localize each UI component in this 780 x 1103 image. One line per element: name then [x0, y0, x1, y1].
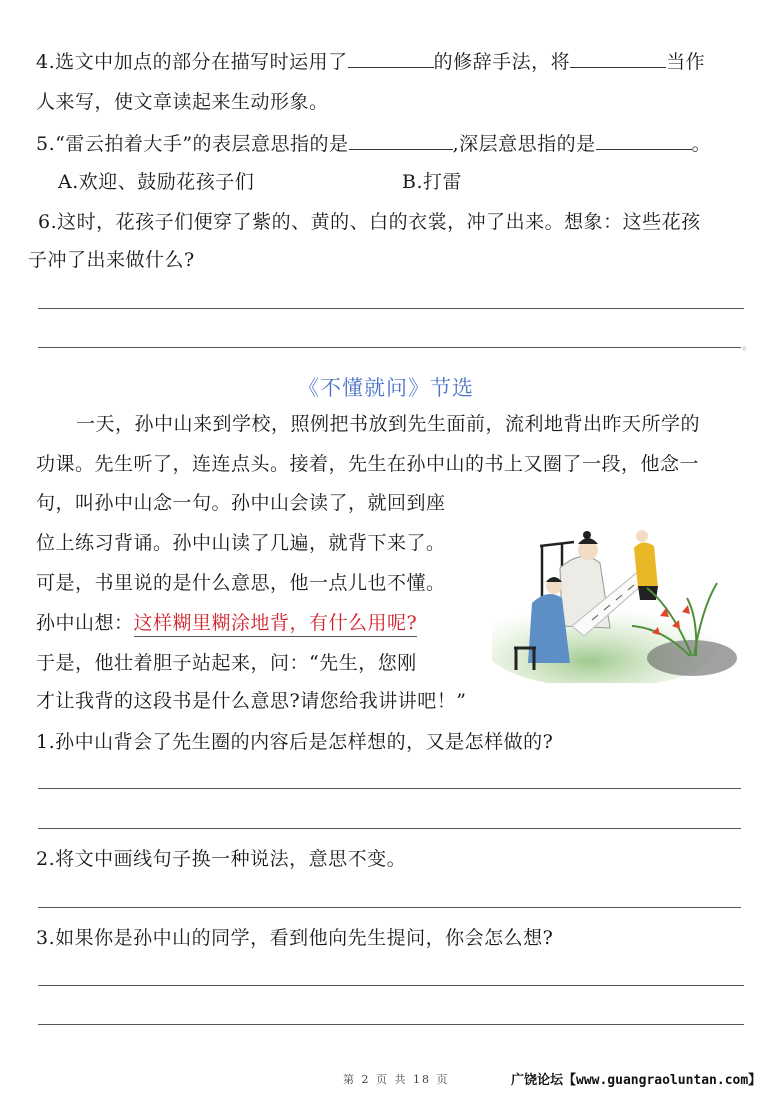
answer-line[interactable] — [38, 1024, 744, 1025]
answer-line[interactable] — [38, 985, 744, 986]
q4-blank-2[interactable] — [570, 48, 666, 68]
question-4-line-2: 人来写，使文章读起来生动形象。 — [36, 91, 329, 113]
q5-text-c: 。 — [691, 133, 712, 155]
answer-line[interactable] — [38, 788, 741, 789]
site-watermark: 广饶论坛【www.guangraoluntan.com】 — [511, 1073, 762, 1088]
passage-title: 《不懂就问》节选 — [298, 376, 474, 400]
q5-blank-2[interactable] — [596, 130, 692, 150]
passage-line: 于是，他壮着胆子站起来，问：“先生，您刚 — [36, 652, 417, 674]
question-4-line-1 — [36, 48, 705, 74]
passage-line — [36, 611, 417, 635]
question-5 — [36, 130, 711, 156]
question-3: 3.如果你是孙中山的同学，看到他向先生提问，你会怎么想? — [36, 927, 554, 949]
question-6-line-1: 6.这时，花孩子们便穿了紫的、黄的、白的衣裳，冲了出来。想象：这些花孩 — [38, 211, 701, 233]
passage-line: 可是，书里说的是什么意思，他一点儿也不懂。 — [36, 572, 446, 594]
q4-text-c: 当作 — [666, 51, 706, 73]
answer-line[interactable] — [38, 347, 741, 348]
question-2: 2.将文中画线句子换一种说法，意思不变。 — [36, 848, 407, 870]
answer-line[interactable] — [38, 907, 741, 908]
q4-blank-1[interactable] — [348, 48, 434, 68]
passage-line-prefix: 孙中山想： — [36, 612, 134, 634]
q5-blank-1[interactable] — [349, 130, 453, 150]
question-1: 1.孙中山背会了先生圈的内容后是怎样想的，又是怎样做的? — [36, 731, 554, 753]
q4-text-a: 4.选文中加点的部分在描写时运用了 — [36, 51, 348, 73]
passage-line: 位上练习背诵。孙中山读了几遍，就背下来了。 — [36, 532, 446, 554]
teacher-students-illustration — [492, 508, 742, 683]
answer-line[interactable] — [38, 828, 741, 829]
answer-line[interactable] — [38, 308, 744, 309]
underlined-sentence: 这样糊里糊涂地背，有什么用呢? — [134, 612, 418, 637]
q4-text-b: 的修辞手法，将 — [433, 51, 571, 73]
passage-line: 一天，孙中山来到学校，照例把书放到先生面前，流利地背出昨天所学的 — [76, 413, 701, 435]
q5-text-b: ,深层意思指的是 — [452, 133, 596, 155]
end-mark: 。 — [742, 338, 755, 352]
q5-option-b: B.打雷 — [402, 171, 463, 193]
page-number: 第 2 页 共 18 页 — [343, 1073, 450, 1086]
q5-option-a: A.欢迎、鼓励花孩子们 — [58, 171, 255, 193]
passage-line: 才让我背的这段书是什么意思?请您给我讲讲吧！” — [36, 690, 467, 712]
passage-line: 句，叫孙中山念一句。孙中山会读了，就回到座 — [36, 492, 446, 514]
q5-text-a: 5.“雷云拍着大手”的表层意思指的是 — [36, 133, 349, 155]
question-6-line-2: 子冲了出来做什么? — [28, 249, 195, 271]
passage-line: 功课。先生听了，连连点头。接着，先生在孙中山的书上又圈了一段，他念一 — [36, 453, 700, 475]
